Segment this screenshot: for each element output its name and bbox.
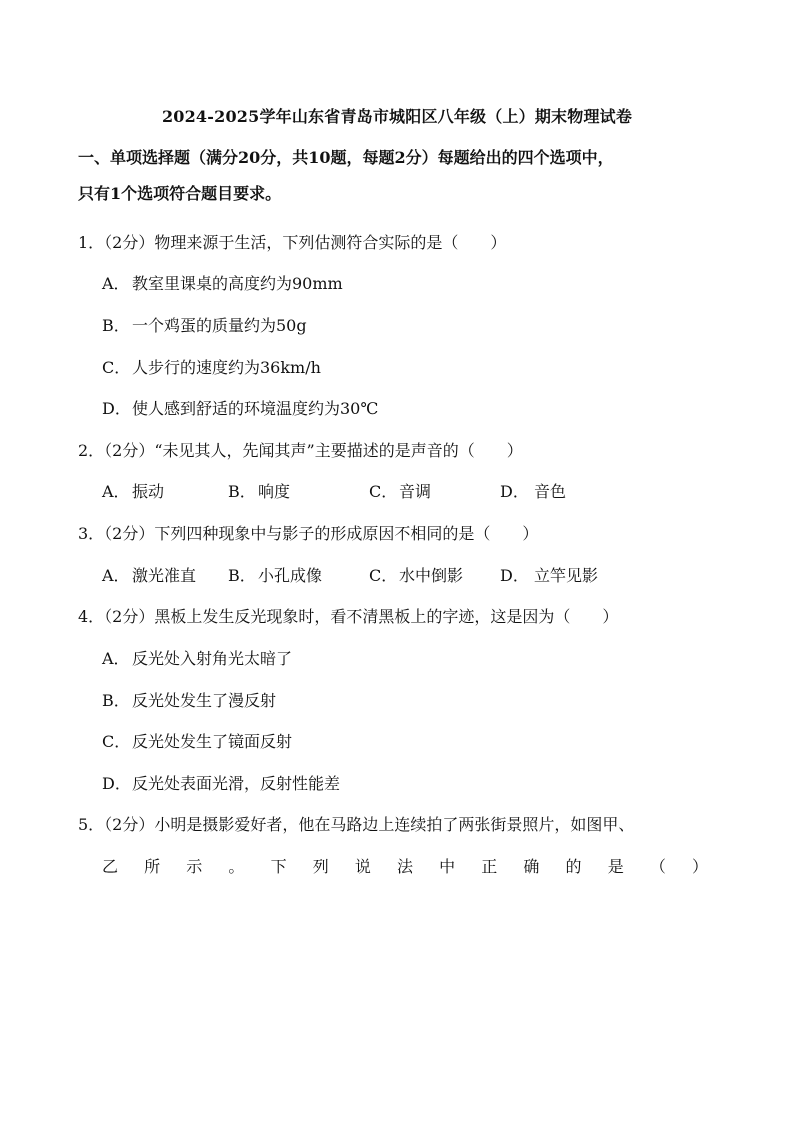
continuation-char: 示: [186, 857, 203, 876]
continuation-char: ）: [691, 857, 708, 876]
question-4-option-d: [102, 771, 340, 794]
option-label: C．: [369, 566, 398, 585]
option-label: D．: [102, 399, 131, 418]
continuation-char: 法: [396, 857, 413, 876]
question-4-option-c: [102, 729, 292, 752]
continuation-char: 。: [228, 857, 245, 876]
question-3-option-b: [228, 563, 322, 586]
question-1-option-d: [102, 396, 378, 419]
question-3-option-c: [369, 563, 463, 586]
question-3-option-a: [102, 563, 196, 586]
option-label: B．: [102, 691, 130, 710]
option-text: 激光准直: [132, 566, 197, 585]
option-label: A．: [102, 649, 130, 668]
option-label: A．: [102, 566, 130, 585]
section-heading: [78, 140, 718, 212]
question-3-option-d: [500, 563, 598, 586]
continuation-char: 正: [481, 857, 498, 876]
option-text: 反光处表面光滑，反射性能差: [132, 774, 341, 793]
continuation-char: 是: [607, 857, 624, 876]
option-text: 响度: [258, 482, 291, 501]
option-text: 一个鸡蛋的质量约为50g: [132, 316, 307, 335]
option-text: 小孔成像: [258, 566, 323, 585]
option-label: C．: [369, 482, 398, 501]
option-text: 音色: [534, 482, 567, 501]
continuation-char: （: [649, 857, 666, 876]
question-1-option-b: [102, 313, 307, 336]
option-text: 教室里课桌的高度约为90mm: [132, 274, 343, 293]
continuation-char: 下: [270, 857, 287, 876]
continuation-char: 的: [565, 857, 582, 876]
option-label: A．: [102, 274, 130, 293]
continuation-char: 乙: [102, 857, 119, 876]
option-label: D．: [500, 482, 529, 501]
question-1-option-c: [102, 355, 321, 378]
option-label: B．: [102, 316, 130, 335]
question-2-option-a: [102, 479, 164, 502]
option-text: 振动: [132, 482, 165, 501]
continuation-char: 中: [439, 857, 456, 876]
option-label: D．: [102, 774, 131, 793]
option-text: 水中倒影: [399, 566, 464, 585]
option-text: 使人感到舒适的环境温度约为30℃: [132, 399, 379, 418]
question-2-stem: 2．（2分）“未见其人，先闻其声”主要描述的是声音的（ ）: [78, 441, 523, 460]
option-text: 人步行的速度约为36km/h: [132, 358, 321, 377]
question-2-option-d: [500, 479, 566, 502]
option-text: 音调: [399, 482, 432, 501]
option-text: 反光处入射角光太暗了: [132, 649, 293, 668]
question-4-option-b: [102, 688, 276, 711]
question-2-option-b: [228, 479, 290, 502]
question-3-stem: 3．（2分）下列四种现象中与影子的形成原因不相同的是（ ）: [78, 524, 539, 543]
option-text: 反光处发生了镜面反射: [132, 732, 293, 751]
question-5-stem: 5．（2分）小明是摄影爱好者，他在马路边上连续拍了两张街景照片，如图甲、: [78, 815, 635, 834]
continuation-char: 所: [144, 857, 161, 876]
question-1-stem: 1．（2分）物理来源于生活，下列估测符合实际的是（ ）: [78, 233, 507, 252]
question-2-option-c: [369, 479, 431, 502]
continuation-char: 确: [523, 857, 540, 876]
question-5-continuation: [102, 854, 708, 877]
option-label: C．: [102, 732, 131, 751]
question-1-option-a: [102, 271, 343, 294]
continuation-char: 列: [312, 857, 329, 876]
option-label: C．: [102, 358, 131, 377]
section-heading-line-2: 只有1个选项符合题目要求。: [78, 184, 282, 203]
option-text: 反光处发生了漫反射: [132, 691, 277, 710]
question-4-stem: 4．（2分）黑板上发生反光现象时，看不清黑板上的字迹，这是因为（ ）: [78, 607, 619, 626]
continuation-char: 说: [354, 857, 371, 876]
option-label: B．: [228, 566, 256, 585]
page-title: 2024-2025学年山东省青岛市城阳区八年级（上）期末物理试卷: [161, 107, 633, 126]
option-label: D．: [500, 566, 529, 585]
option-text: 立竿见影: [534, 566, 599, 585]
option-label: A．: [102, 482, 130, 501]
option-label: B．: [228, 482, 256, 501]
question-4-option-a: [102, 646, 292, 669]
section-heading-line-1: 一、单项选择题（满分20分，共10题，每题2分）每题给出的四个选项中，: [78, 148, 614, 167]
